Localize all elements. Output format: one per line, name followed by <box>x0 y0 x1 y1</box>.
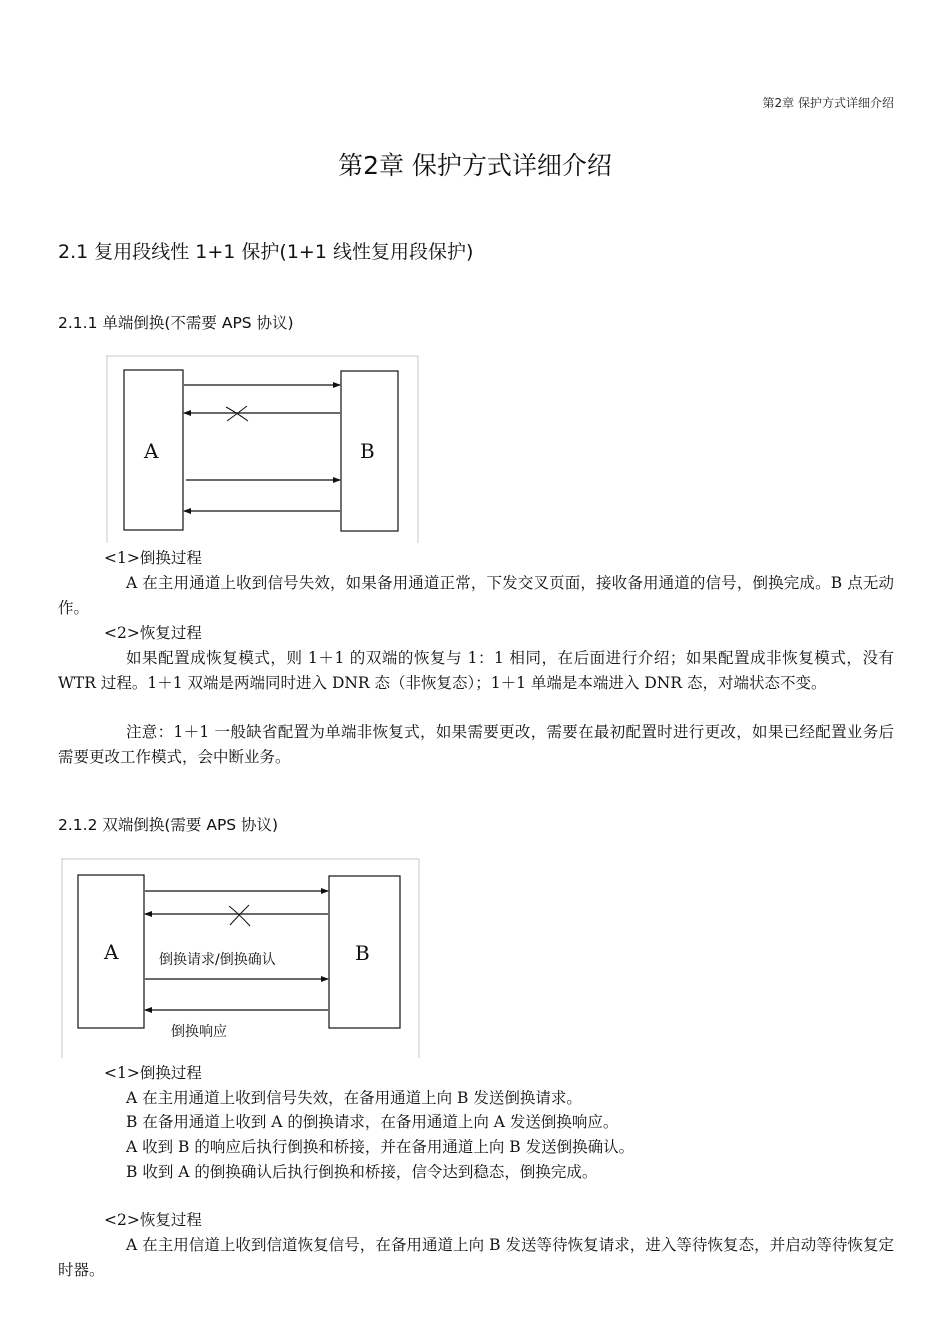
label-switch-response: 倒换响应 <box>171 1024 227 1040</box>
node-b-label: B <box>360 439 375 463</box>
switch-step: A 收到 B 的响应后执行倒换和桥接，并在备用通道上向 B 发送倒换确认。 <box>126 1138 635 1156</box>
single-ended-switch-diagram <box>106 355 420 543</box>
node-a-label: A <box>144 439 159 463</box>
switch-step: A 在主用通道上收到信号失效，在备用通道上向 B 发送倒换请求。 <box>126 1089 582 1107</box>
switch-process-title-2-1-1: <1>倒换过程 <box>104 549 202 567</box>
node-b-label: B <box>355 941 370 965</box>
restore-process-text-2-1-2: A 在主用信道上收到信道恢复信号，在备用通道上向 B 发送等待恢复请求，进入等待恢复态，并启动等待恢复定时器。 <box>58 1236 894 1279</box>
switch-process-text-2-1-1: A 在主用通道上收到信号失效，如果备用通道正常，下发交叉页面，接收备用通道的信号，倒换完成。B 点无动作。 <box>58 574 894 617</box>
switch-process-title-2-1-2: <1>倒换过程 <box>104 1064 202 1082</box>
dual-ended-switch-diagram <box>61 858 421 1058</box>
section-heading-2-1: 2.1 复用段线性 1+1 保护(1+1 线性复用段保护) <box>58 241 474 263</box>
restore-process-title-2-1-1: <2>恢复过程 <box>104 624 202 642</box>
switch-step: B 收到 A 的倒换确认后执行倒换和桥接，信令达到稳态，倒换完成。 <box>126 1163 598 1181</box>
restore-process-text-2-1-1: 如果配置成恢复模式，则 1＋1 的双端的恢复与 1：1 相同，在后面进行介绍；如果配置成非恢复模式，没有 WTR 过程。1＋1 双端是两端同时进入 DNR 态（非恢复态）；1＋1 单端是本端进入 DNR 态，对端状态不变。 <box>58 649 894 692</box>
label-switch-request-confirm: 倒换请求/倒换确认 <box>159 952 276 968</box>
restore-process-title-2-1-2: <2>恢复过程 <box>104 1211 202 1229</box>
chapter-title: 第2章 保护方式详细介绍 <box>338 151 612 180</box>
failure-cross-mark <box>229 905 250 926</box>
note-text-2-1-1: 注意：1＋1 一般缺省配置为单端非恢复式，如果需要更改，需要在最初配置时进行更改，如果已经配置业务后需要更改工作模式，会中断业务。 <box>58 723 894 766</box>
node-a-label: A <box>104 940 119 964</box>
running-header: 第2章 保护方式详细介绍 <box>762 96 894 110</box>
switch-step: B 在备用通道上收到 A 的倒换请求，在备用通道上向 A 发送倒换响应。 <box>126 1113 619 1131</box>
section-heading-2-1-2: 2.1.2 双端倒换(需要 APS 协议) <box>58 816 279 834</box>
section-heading-2-1-1: 2.1.1 单端倒换(不需要 APS 协议) <box>58 314 294 332</box>
